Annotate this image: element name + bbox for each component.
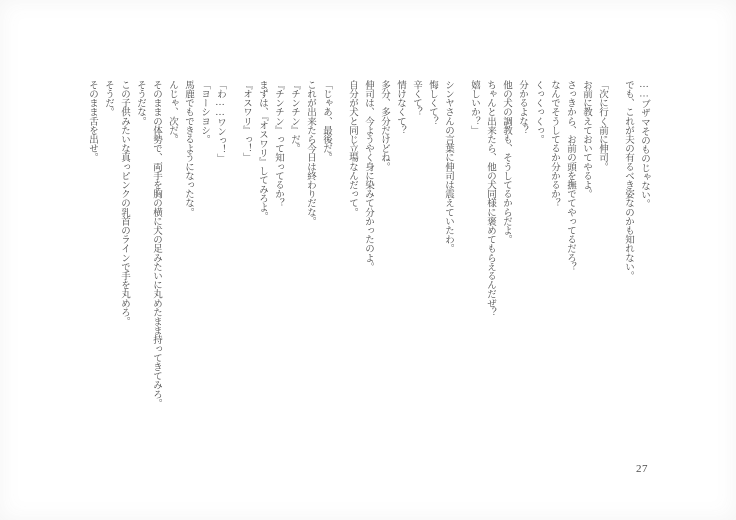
text-line: なんでそうしてるか分かるか？: [549, 80, 559, 208]
text-line: でも、これが夫の有るべき姿なのかも知れない。: [623, 80, 633, 281]
page-number: 27: [636, 463, 648, 475]
vertical-text-block: [84, 80, 652, 432]
text-line: 悔しくて？: [427, 80, 437, 126]
text-line: そうだな。: [135, 80, 145, 126]
paragraph: [84, 80, 228, 432]
text-line: 馬鹿でもできるようになったな。: [183, 80, 193, 217]
text-line: 辛くて？: [411, 80, 421, 117]
text-line: 『チンチン』だ。: [289, 80, 299, 153]
text-line: 『チンチン』って知ってるか？: [273, 80, 283, 208]
paragraph: [620, 80, 652, 432]
text-line: 「わ……ワンっ！」: [215, 80, 225, 163]
text-line: そのまま舌を出せ。: [87, 80, 97, 162]
text-line: シンヤさんの言葉に伸司は震えていたわ。: [443, 80, 453, 253]
text-line: 嬉しいか？」: [469, 80, 479, 135]
text-line: 伸司は、今ようやく身に染みて分かったのよ。: [363, 80, 373, 272]
text-line: お前に教えておいてやるよ。: [581, 80, 591, 199]
text-line: 自分が犬と同じ立場なんだって。: [347, 80, 357, 217]
paragraph: [238, 80, 334, 432]
text-line: ……ブザマそのものじゃない。: [639, 80, 649, 209]
text-line: この子供みたいな真っピンクの乳首のラインで手を丸めろ。: [119, 80, 129, 326]
text-line: 情けなくて？: [395, 80, 405, 135]
text-line: まずは、『オスワリ』してみろよ。: [257, 80, 267, 221]
text-line: ちゃんと出来たら、他の犬同様に褒めてもらえるんだぜ？: [485, 80, 495, 317]
text-line: そうだ。: [103, 80, 113, 117]
text-line: 「じゃあ、最後だ。: [321, 80, 331, 162]
text-line: 多分、多分だけどね。: [379, 80, 389, 172]
text-line: そのままの体勢で、両手を胸の横に犬の足みたいに丸めたまま持ってきてみろ。: [151, 80, 161, 408]
text-line: 『オスワリ』っ！」: [241, 80, 251, 162]
text-line: さっきから、お前の頭を撫でてやってるだろ？: [565, 80, 575, 272]
text-line: 分かるよな？: [517, 80, 527, 135]
paragraph: [344, 80, 456, 432]
text-line: んじゃ、次だ。: [167, 80, 177, 144]
text-line: 「次に行く前に伸司。: [597, 80, 607, 172]
text-line: くっくっくっ。: [533, 80, 543, 144]
text-line: これが出来たら今日は終わりだな。: [305, 80, 315, 226]
text-line: 「ヨーシヨシ。: [199, 80, 209, 144]
paragraph: [466, 80, 610, 432]
text-line: 他の犬の調教も、そうしてるからだよ。: [501, 80, 511, 244]
